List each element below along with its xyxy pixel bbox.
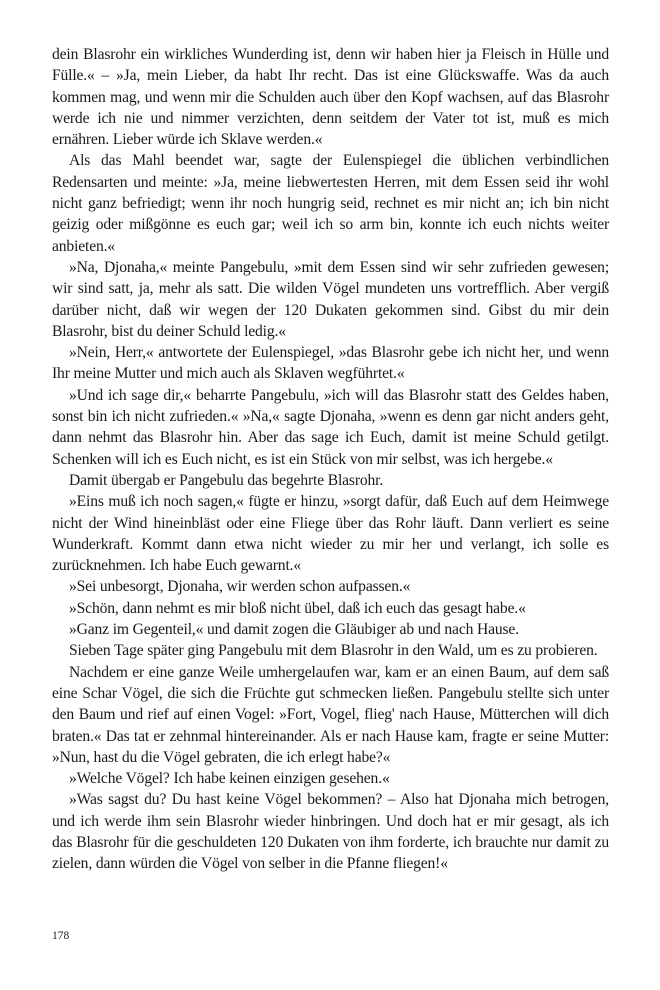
paragraph: Nachdem er eine ganze Weile umhergelaufen war, kam er an einen Baum, auf dem saß eine Schar Vögel, die sich die Früchte gut schmecken ließen. Pangebulu stellte sich unter den Baum und rief auf einen Vogel: »Fort, Vogel, flieg' nach Hause, Mütterchen will dich braten.« Das tat er zehnmal hintereinander. Als er nach Hause kam, fragte er seine Mutter: »Nun, hast du die Vögel gebraten, die ich erlegt habe?« bbox=[52, 663, 609, 766]
page-number: 178 bbox=[52, 930, 70, 942]
paragraph: »Was sagst du? Du hast keine Vögel bekommen? – Also hat Djonaha mich betrogen, und ich werde ihm sein Blasrohr wieder hinbringen. Und doch hat er mir gesagt, als ich das Blasrohr für die geschuldeten 120 Dukaten von ihm forderte, ich brauchte nur damit zu zielen, dann würden die Vögel von selber in die Pfanne fliegen!« bbox=[52, 791, 609, 873]
paragraph: »Und ich sage dir,« beharrte Pangebulu, »ich will das Blasrohr statt des Geldes haben, sonst bin ich nicht zufrieden.« »Na,« sagte Djonaha, »wenn es denn gar nicht anders geht, dann nehmt das Blasrohr hin. Aber das sage ich Euch, damit ist meine Schuld getilgt. Schenken will ich es Euch nicht, es ist ein Stück von mir selbst, was ich hergebe.« bbox=[52, 386, 609, 468]
paragraph: »Na, Djonaha,« meinte Pangebulu, »mit dem Essen sind wir sehr zufrieden gewesen; wir sind satt, ja, mehr als satt. Die wilden Vögel mundeten uns vortrefflich. Aber vergiß darüber nicht, daß wir wegen der 120 Dukaten gekommen sind. Gibst du mir dein Blasrohr, bist du deiner Schuld ledig.« bbox=[52, 258, 609, 340]
paragraph: »Eins muß ich noch sagen,« fügte er hinzu, »sorgt dafür, daß Euch auf dem Heimwege nicht der Wind hineinbläst oder eine Fliege über das Rohr läuft. Dann verliert es seine Wunderkraft. Kommt dann etwa nicht wieder zu mir her und verlangt, ich solle es zurücknehmen. Ich habe Euch gewarnt.« bbox=[52, 493, 609, 575]
paragraph: »Welche Vögel? Ich habe keinen einzigen gesehen.« bbox=[69, 770, 390, 788]
paragraph: dein Blasrohr ein wirkliches Wunderding ist, denn wir haben hier ja Fleisch in Hülle und Fülle.« – »Ja, mein Lieber, da habt Ihr recht. Das ist eine Glückswaffe. Was da auch kommen mag, und wenn mir die Schulden auch über den Kopf wachsen, auf das Blasrohr werde ich nie und nimmer verzichten, denn seitdem der Vater tot ist, muß es mich ernähren. Lieber würde ich Sklave werden.« bbox=[52, 46, 609, 149]
paragraph: »Schön, dann nehmt es mir bloß nicht übel, daß ich euch das gesagt habe.« bbox=[69, 599, 526, 617]
body-text bbox=[52, 44, 609, 875]
paragraph: »Nein, Herr,« antwortete der Eulenspiegel, »das Blasrohr gebe ich nicht her, und wenn Ihr meine Mutter und mich auch als Sklaven wegführtet.« bbox=[52, 344, 609, 383]
paragraph: »Ganz im Gegenteil,« und damit zogen die Gläubiger ab und nach Hause. bbox=[69, 621, 519, 639]
paragraph: Als das Mahl beendet war, sagte der Eulenspiegel die üblichen verbindlichen Redensarten und meinte: »Ja, meine liebwertesten Herren, mit dem Essen seid ihr wohl nicht ganz befriedigt; wenn ihr noch hungrig seid, rechnet es mir nicht an; ich bin nicht geizig oder mißgönne es euch gar; weil ich so arm bin, konnte ich euch nichts weiter anbieten.« bbox=[52, 152, 609, 255]
paragraph: »Sei unbesorgt, Djonaha, wir werden schon aufpassen.« bbox=[69, 578, 411, 596]
paragraph: Damit übergab er Pangebulu das begehrte Blasrohr. bbox=[69, 471, 384, 489]
paragraph: Sieben Tage später ging Pangebulu mit dem Blasrohr in den Wald, um es zu probieren. bbox=[69, 642, 598, 660]
